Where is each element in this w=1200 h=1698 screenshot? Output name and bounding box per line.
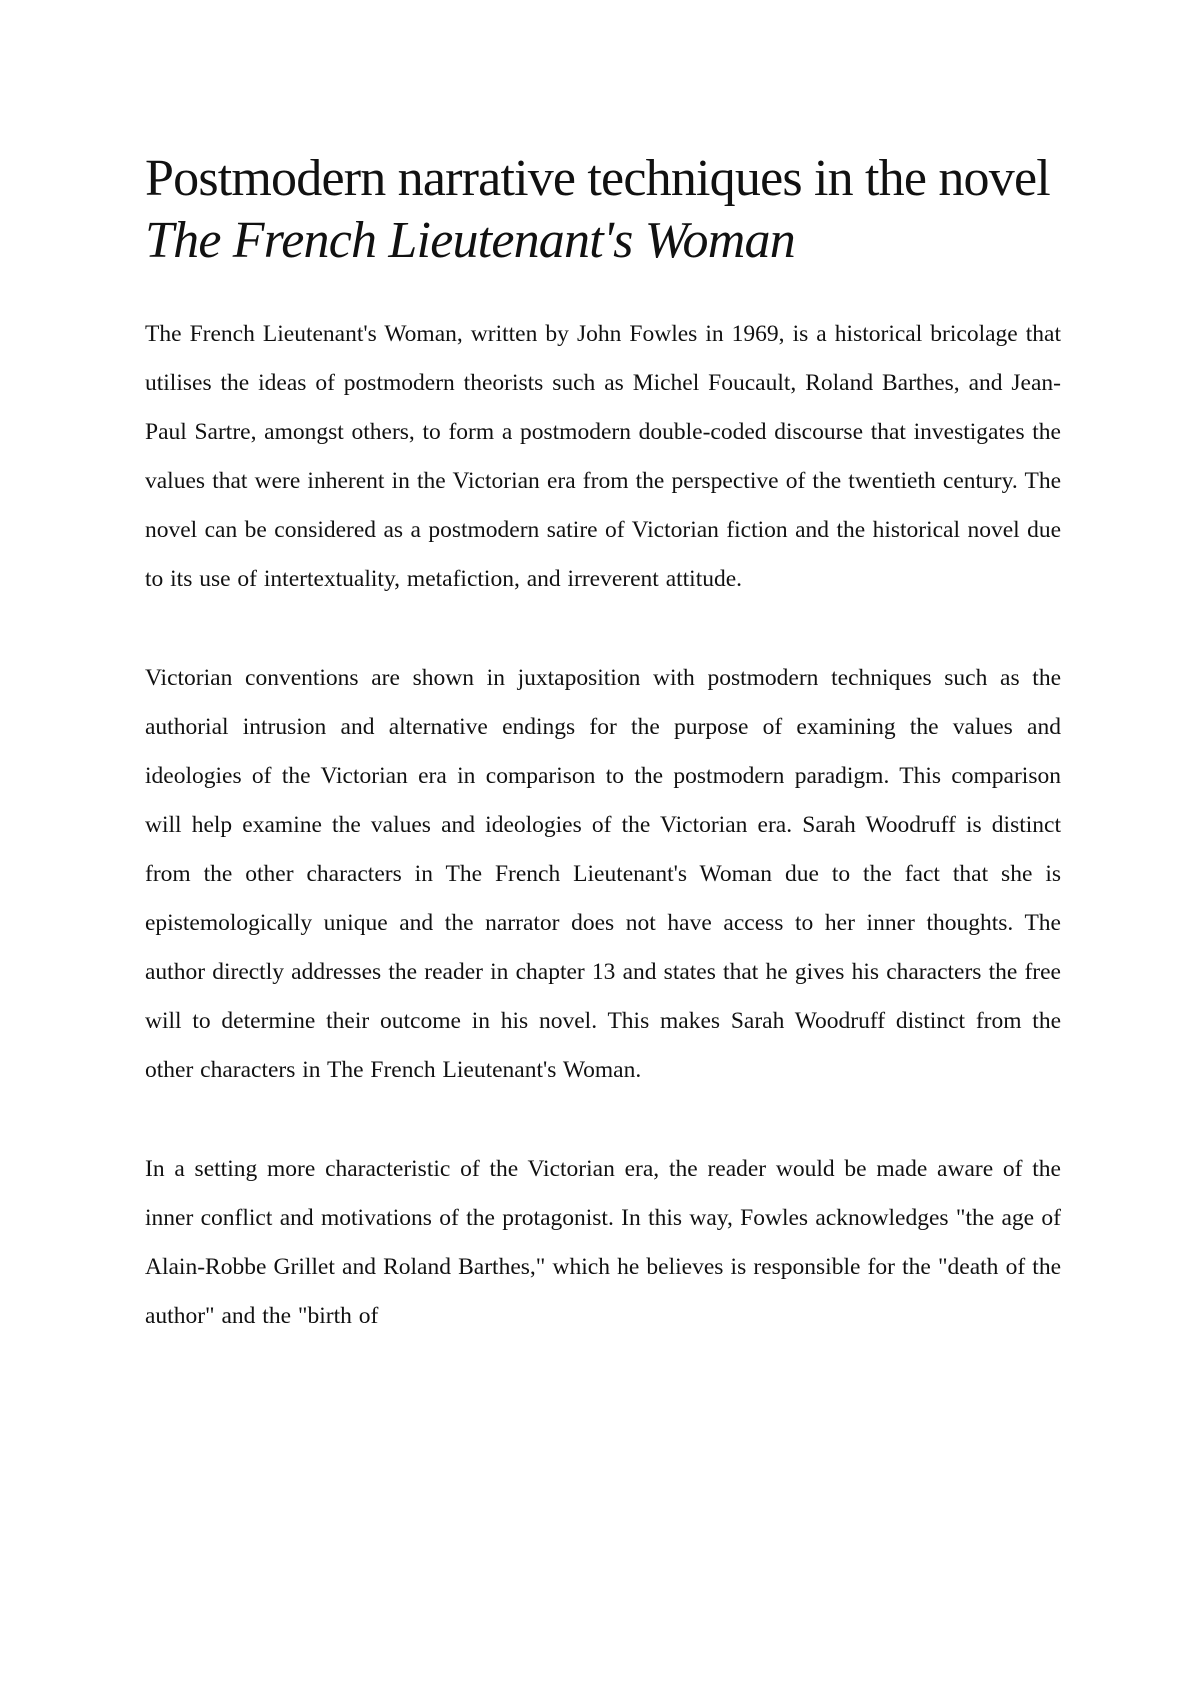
title-plain-text: Postmodern narrative techniques in the novel bbox=[145, 150, 1050, 207]
paragraph-intro: The French Lieutenant's Woman, written by John Fowles in 1969, is a historical bricolage that utilises the ideas of postmodern theorists such as Michel Foucault, Roland Barthes, and Jean-Paul Sartre, amongst others, to form a postmodern double-coded discourse that investigates the values that were inherent in the Victorian era from the perspective of the twentieth century. The novel can be considered as a postmodern satire of Victorian fiction and the historical novel due to its use of intertextuality, metafiction, and irreverent attitude. bbox=[145, 321, 1061, 592]
title-italic-text: The French Lieutenant's Woman bbox=[145, 212, 795, 269]
paragraph-victorian-setting: In a setting more characteristic of the Victorian era, the reader would be made aware of the inner conflict and motivations of the protagonist. In this way, Fowles acknowledges "the age of Alain-Robbe Grillet and Roland Barthes," which he believes is responsible for the "death of the author" and the "birth of bbox=[145, 1156, 1061, 1329]
document-title bbox=[145, 148, 1061, 272]
paragraph-victorian-conventions: Victorian conventions are shown in juxtaposition with postmodern techniques such as the authorial intrusion and alternative endings for the purpose of examining the values and ideologies of the Victorian era in comparison to the postmodern paradigm. This comparison will help examine the values and ideologies of the Victorian era. Sarah Woodruff is distinct from the other characters in The French Lieutenant's Woman due to the fact that she is epistemologically unique and the narrator does not have access to her inner thoughts. The author directly addresses the reader in chapter 13 and states that he gives his characters the free will to determine their outcome in his novel. This makes Sarah Woodruff distinct from the other characters in The French Lieutenant's Woman. bbox=[145, 665, 1061, 1083]
